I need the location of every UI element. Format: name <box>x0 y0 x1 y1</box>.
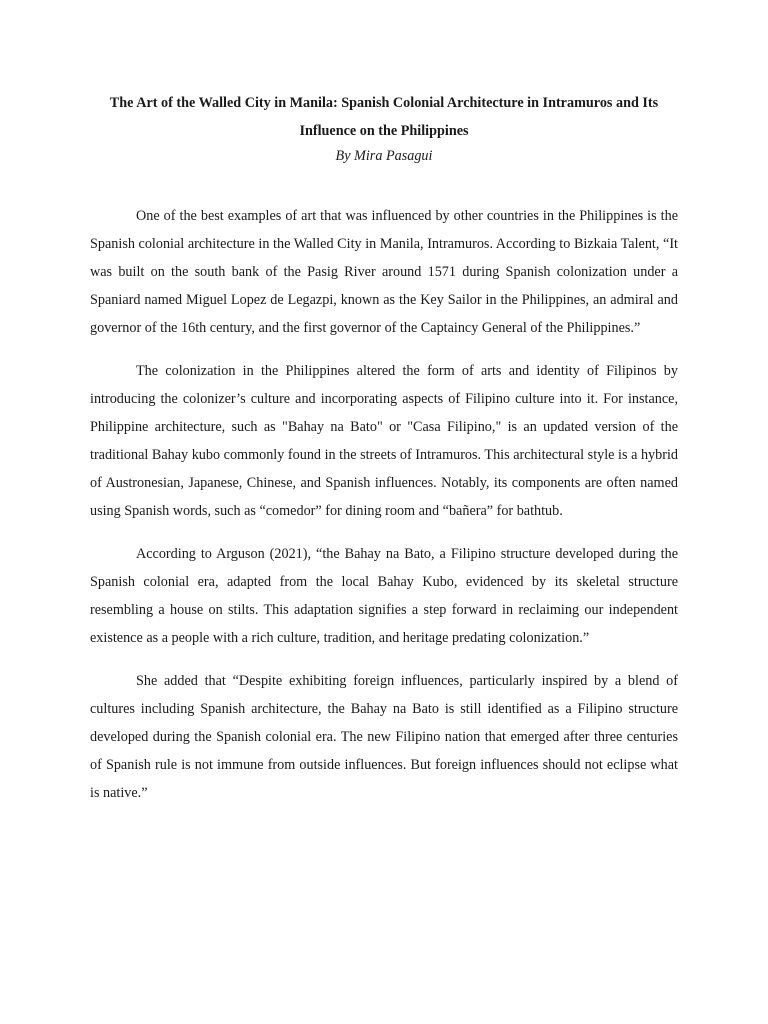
body-paragraph-4: She added that “Despite exhibiting foreign influences, particularly inspired by a blend of cultures including Spanish architecture, the Bahay na Bato is still identified as a Filipino structure developed during the Spanish colonial era. The new Filipino nation that emerged after three centuries of Spanish rule is not immune from outside influences. But foreign influences should not eclipse what is native.” <box>90 673 678 801</box>
body-paragraph-3: According to Arguson (2021), “the Bahay na Bato, a Filipino structure developed during the Spanish colonial era, adapted from the local Bahay Kubo, evidenced by its skeletal structure resembling a house on stilts. This adaptation signifies a step forward in reclaiming our independent existence as a people with a rich culture, tradition, and heritage predating colonization.” <box>90 546 678 646</box>
document-title: The Art of the Walled City in Manila: Spanish Colonial Architecture in Intramuros and Its Influence on the Philippines <box>109 95 659 139</box>
body-paragraph-2: The colonization in the Philippines altered the form of arts and identity of Filipinos by introducing the colonizer’s culture and incorporating aspects of Filipino culture into it. For instance, Philippine architecture, such as "Bahay na Bato" or "Casa Filipino," is an updated version of the traditional Bahay kubo commonly found in the streets of Intramuros. This architectural style is a hybrid of Austronesian, Japanese, Chinese, and Spanish influences. Notably, its components are often named using Spanish words, such as “comedor” for dining room and “bañera” for bathtub. <box>90 363 678 519</box>
author-byline: By Mira Pasagui <box>335 148 433 164</box>
body-paragraph-1: One of the best examples of art that was influenced by other countries in the Philippines is the Spanish colonial architecture in the Walled City in Manila, Intramuros. According to Bizkaia Talent, “It was built on the south bank of the Pasig River around 1571 during Spanish colonization under a Spaniard named Miguel Lopez de Legazpi, known as the Key Sailor in the Philippines, an admiral and governor of the 16th century, and the first governor of the Captaincy General of the Philippines.” <box>90 208 678 336</box>
